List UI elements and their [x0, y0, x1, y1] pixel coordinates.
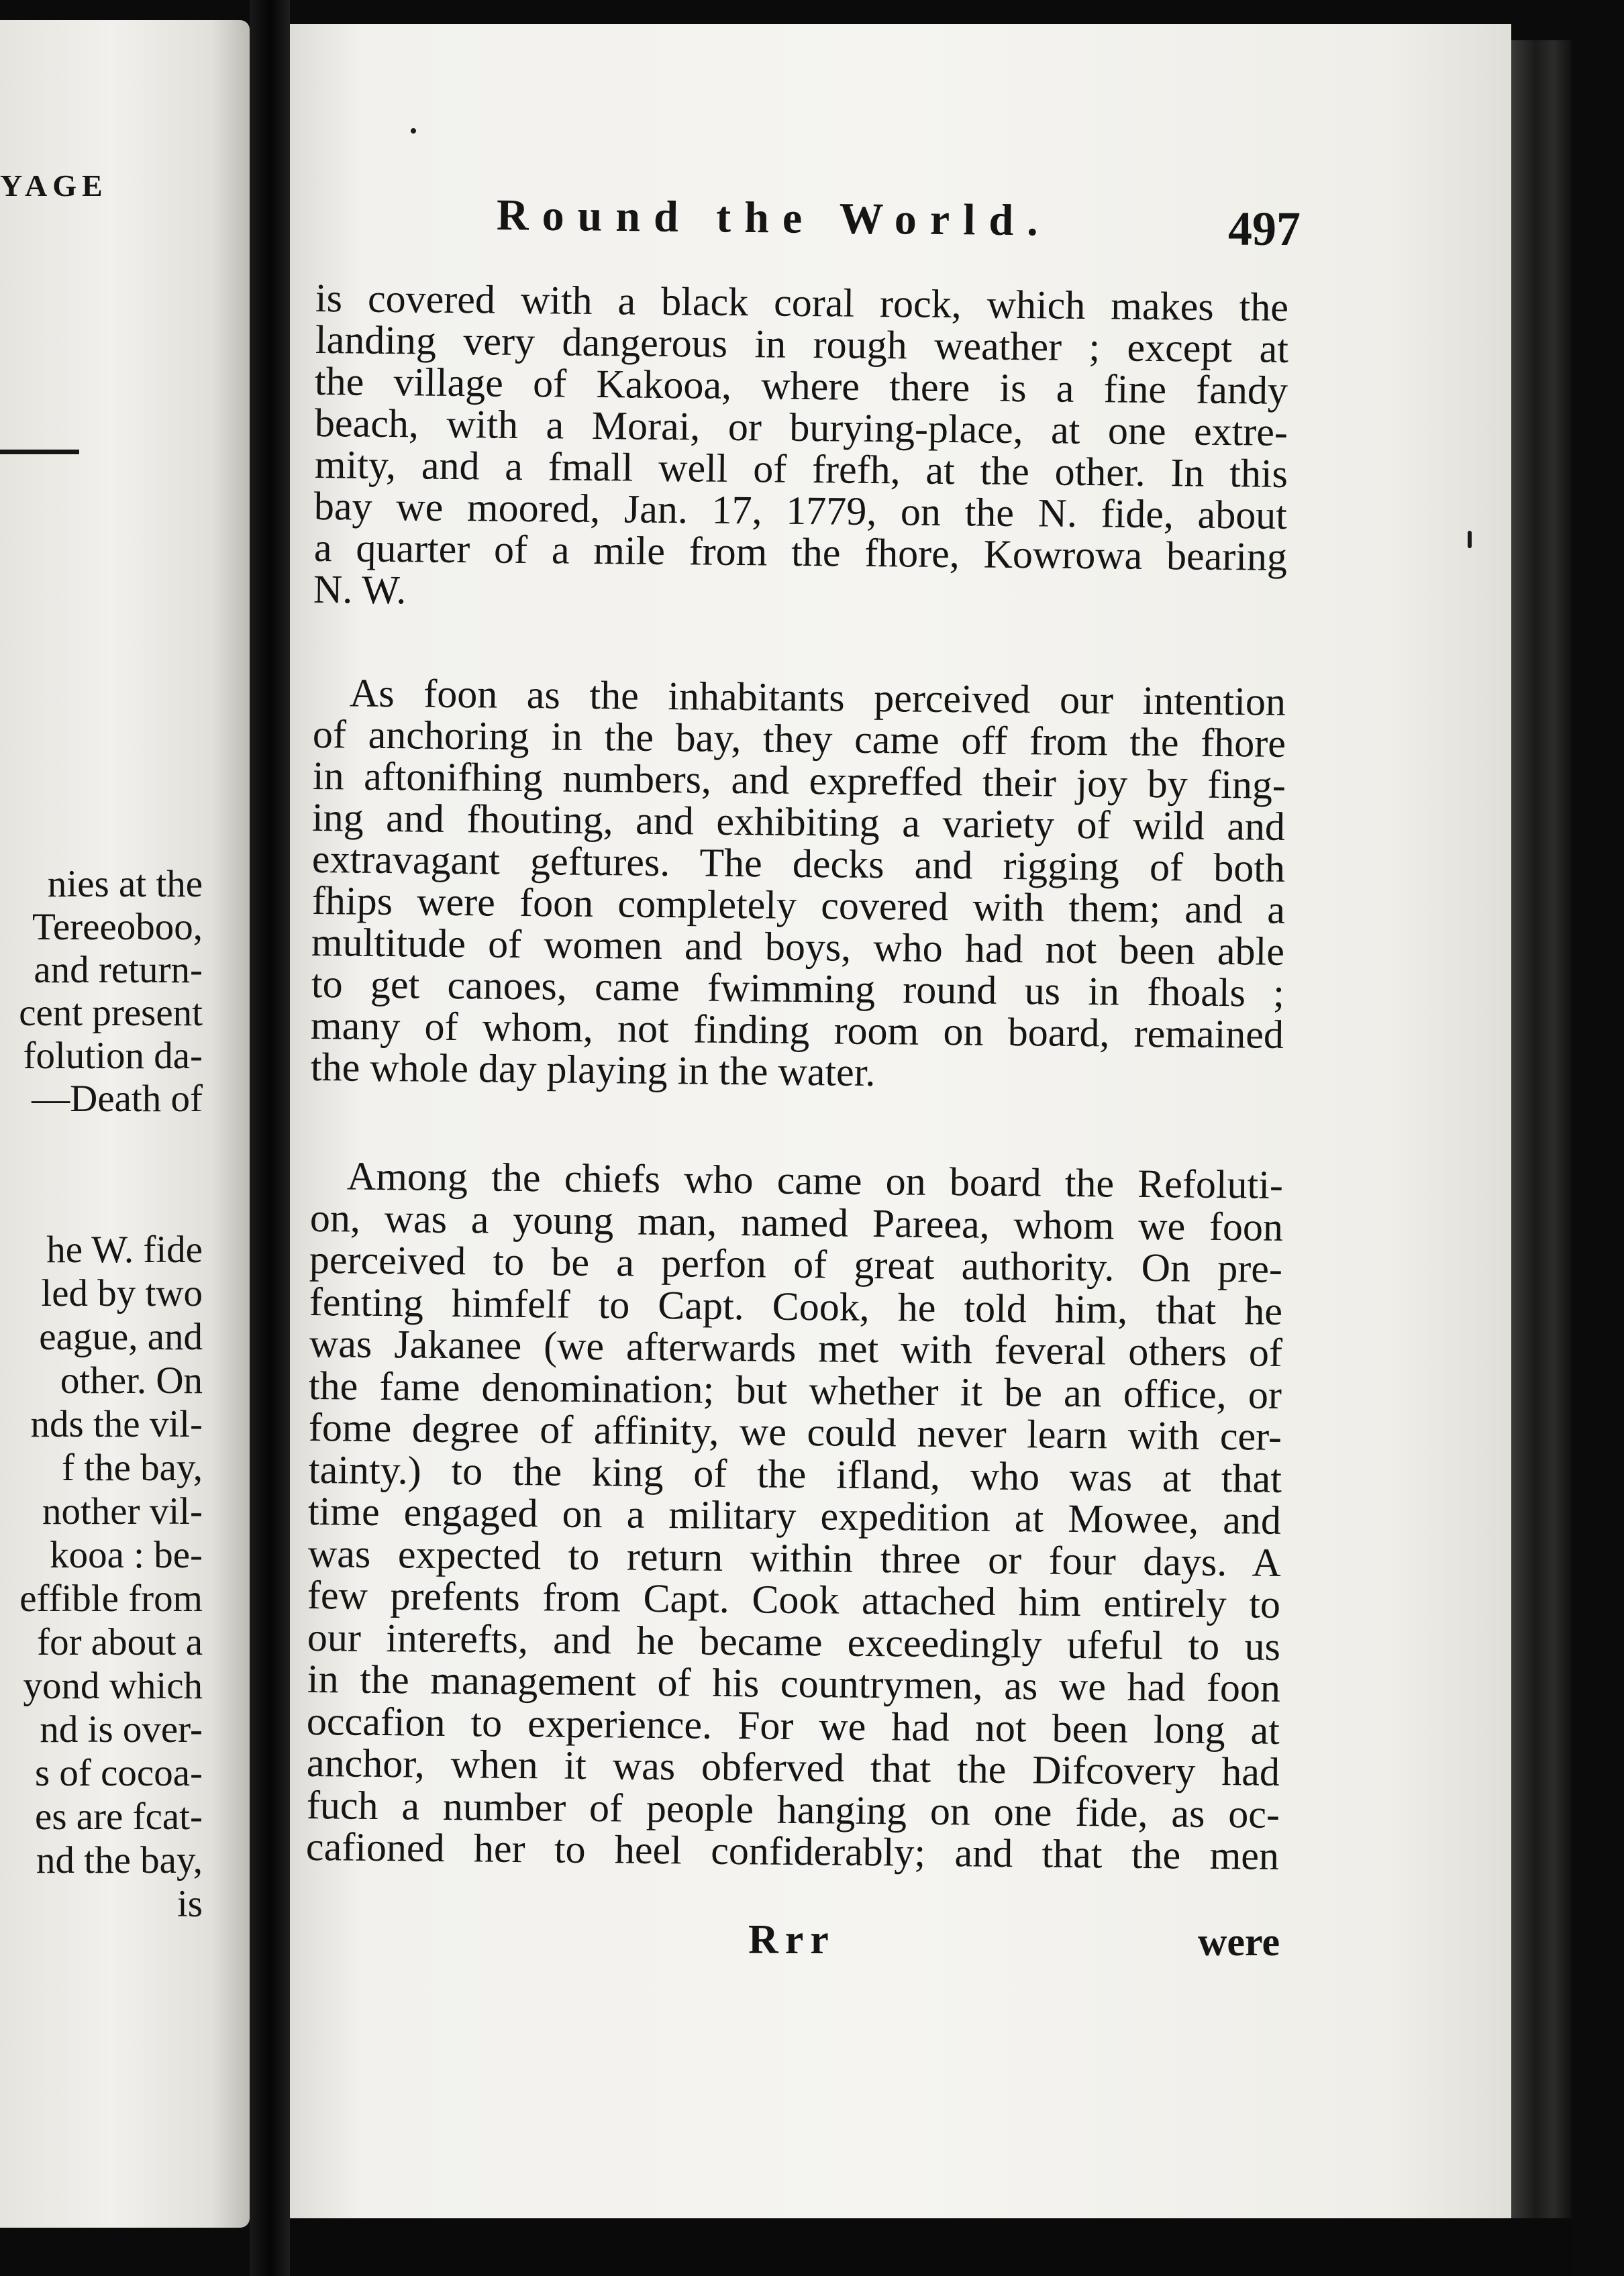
left-text-line: f the bay,: [62, 1447, 203, 1489]
ink-speck: [411, 128, 416, 134]
body-text-line: tainty.) to the king of the ifland, who was at that: [308, 1447, 1282, 1501]
body-text-line: in aftonifhing numbers, and expreffed their joy by fing-: [312, 754, 1286, 807]
book-gutter: [250, 0, 290, 2276]
left-text-line: es are fcat-: [35, 1796, 203, 1838]
body-text-line: fome degree of affinity, we could never learn with cer-: [308, 1405, 1282, 1459]
body-text-line: on, was a young man, named Pareea, whom we foon: [309, 1195, 1284, 1249]
body-text-line: fenting himfelf to Capt. Cook, he told him, that he: [309, 1279, 1283, 1333]
left-text-line: s of cocoa-: [34, 1752, 203, 1794]
body-text-line: the fame denomination; but whether it be an office, or: [308, 1363, 1282, 1417]
body-text-line: Among the chiefs who came on board the Refoluti-: [346, 1153, 1284, 1207]
body-text-line: time engaged on a military expedition at Mowee, and: [307, 1489, 1282, 1543]
body-text-line: was Jakanee (we afterwards met with feveral others of: [309, 1321, 1283, 1375]
body-text-line: is covered with a black coral rock, which makes the: [315, 276, 1289, 329]
body-text-line: beach, with a Morai, or burying-place, at one extre-: [314, 401, 1288, 454]
body-text-line: extravagant geftures. The decks and rigging of both: [311, 837, 1286, 890]
body-text-line: fhips were foon completely covered with them; and a: [311, 878, 1286, 932]
left-text-line: nd is over-: [40, 1708, 203, 1751]
left-rule: [0, 450, 79, 454]
body-text-line: anchor, when it was obferved that the Difcovery had: [306, 1741, 1280, 1794]
body-text-line: to get canoes, came fwimming round us in fhoals ;: [311, 962, 1285, 1015]
body-text-line: few prefents from Capt. Cook attached him entirely to: [307, 1573, 1281, 1626]
left-text-line: he W. fide: [46, 1229, 203, 1271]
left-text-line: effible from: [19, 1577, 203, 1620]
body-text-line: perceived to be a perfon of great authority. On pre-: [309, 1237, 1283, 1291]
body-text-line: of anchoring in the bay, they came off from the fhore: [312, 712, 1286, 766]
body-text-line: ing and fhouting, and exhibiting a variety of wild and: [311, 795, 1286, 849]
left-text-line: eague, and: [39, 1316, 203, 1358]
left-text-line: for about a: [37, 1621, 203, 1663]
bottom-shadow: [290, 2218, 1572, 2276]
body-text-line: the village of Kakooa, where there is a fine fandy: [314, 359, 1288, 413]
body-text-line: occafion to experience. For we had not been long at: [306, 1698, 1280, 1753]
ink-speck: [1468, 531, 1472, 548]
left-text-line: cent present: [19, 992, 203, 1034]
left-text-line: folution da-: [23, 1035, 203, 1077]
body-text-line: landing very dangerous in rough weather ; except at: [315, 317, 1289, 371]
left-text-line: nd the bay,: [36, 1839, 203, 1881]
page-number: 497: [1228, 202, 1301, 256]
left-text-line: —Death of: [32, 1078, 203, 1120]
body-text-line: mity, and a fmall well of frefh, at the other. In this: [314, 442, 1288, 496]
running-head-text: Round the World.: [496, 191, 1052, 246]
left-text-line: Tereeoboo,: [32, 906, 203, 948]
left-text-line: nies at the: [47, 863, 203, 905]
left-text-line: kooa : be-: [50, 1534, 203, 1576]
running-head: [497, 190, 1052, 247]
body-text-line: was expected to return within three or four days. A: [307, 1531, 1282, 1585]
body-text-line: the whole day playing in the water.: [310, 1045, 876, 1095]
body-text-line: our interefts, and he became exceedingly ufeful to us: [307, 1614, 1281, 1669]
signature-mark: Rrr: [748, 1917, 835, 1963]
left-running-head: YAGE: [0, 168, 108, 203]
left-text-line: and return-: [34, 949, 203, 991]
left-text-line: is: [176, 1883, 203, 1925]
left-text-line: yond which: [23, 1665, 203, 1707]
body-text-line: cafioned her to heel confiderably; and that the men: [305, 1824, 1280, 1878]
body-text-line: many of whom, not finding room on board, remained: [310, 1003, 1284, 1057]
body-text-line: a quarter of a mile from the fhore, Kowrowa bearing: [313, 525, 1288, 579]
left-text-line: nother vil-: [42, 1490, 203, 1533]
body-text-line: N. W.: [313, 567, 407, 613]
body-text-line: As foon as the inhabitants perceived our intention: [349, 670, 1286, 724]
left-text-line: led by two: [41, 1272, 203, 1314]
body-text-line: in the management of his countrymen, as we had foon: [307, 1657, 1281, 1710]
left-text-line: nds the vil-: [30, 1403, 203, 1445]
body-text-line: fuch a number of people hanging on one fide, as oc-: [306, 1782, 1280, 1837]
catchword: were: [1198, 1920, 1280, 1964]
left-facing-page: [0, 20, 250, 2228]
body-text-line: multitude of women and boys, who had not been able: [311, 920, 1285, 974]
body-text-line: bay we moored, Jan. 17, 1779, on the N. fide, about: [313, 484, 1288, 537]
left-text-line: other. On: [60, 1359, 203, 1402]
page-edges: [1511, 40, 1572, 2234]
